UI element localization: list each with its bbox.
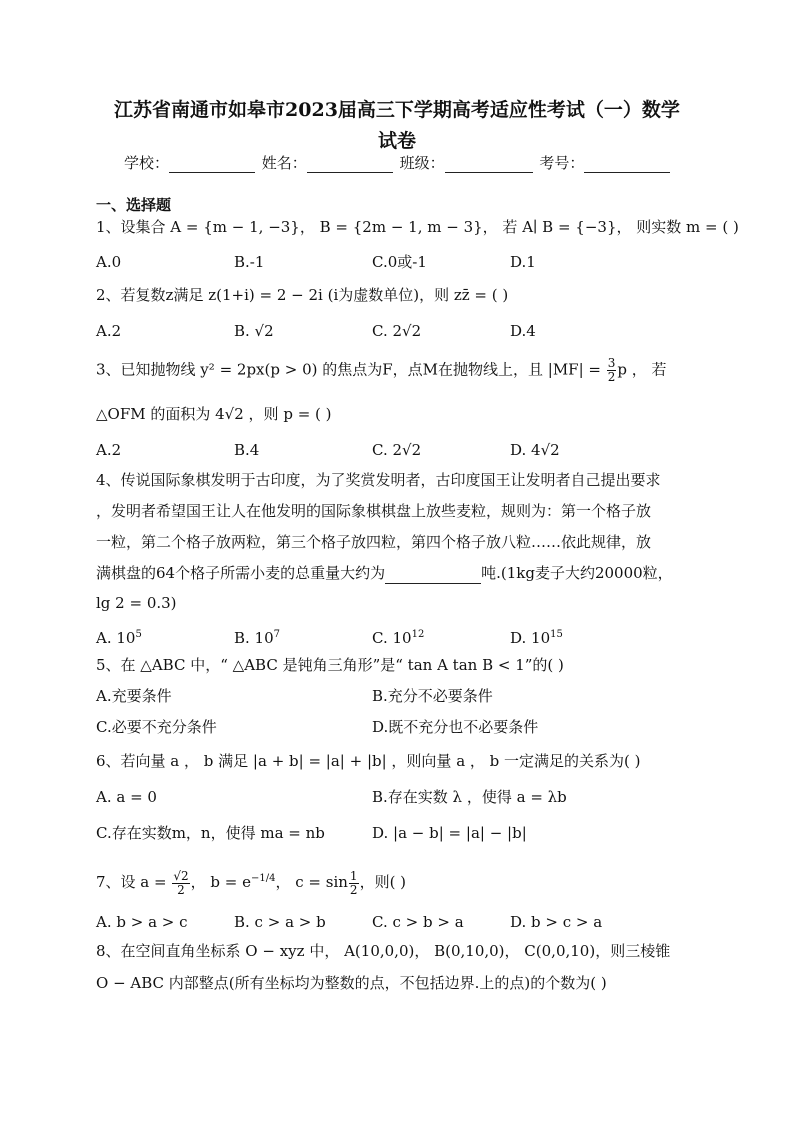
q4-option-c-base: C. 10 [372, 629, 412, 647]
q6-option-c[interactable]: C.存在实数m，n，使得 ma = nb [96, 824, 325, 842]
q7-stem-part-a: 7、设 a = [96, 873, 172, 891]
question-2-stem: 2、若复数z满足 z(1+i) = 2 − 2i (i为虚数单位)，则 zz̄ = ( ) [96, 286, 509, 304]
q7-stem-part-c: ， c = sin [275, 873, 348, 891]
q3-option-d[interactable]: D. 4√2 [510, 441, 560, 459]
question-5-stem: 5、在 △ABC 中，“ △ABC 是钝角三角形”是“ tan A tan B < 1”的( ) [96, 656, 564, 674]
q1-option-b[interactable]: B.-1 [234, 253, 265, 271]
question-3-stem-line2: △OFM 的面积为 4√2 ，则 p = ( ) [96, 405, 332, 423]
q1-option-d[interactable]: D.1 [510, 253, 536, 271]
q7-b-exponent: −1/4 [251, 873, 276, 884]
q7-a-numerator: √2 [173, 868, 189, 883]
q7-c-fraction [349, 870, 359, 897]
question-4-line1: 4、传说国际象棋发明于古印度，为了奖赏发明者，古印度国王让发明者自己提出要求 [96, 471, 661, 489]
question-1-stem: 1、设集合 A = {m − 1, −3}， B = {2m − 1, m − 3}， 若 A∣ B = {−3}， 则实数 m = ( ) [96, 218, 739, 236]
question-4-line2: ，发明者希望国王让人在他发明的国际象棋棋盘上放些麦粒，规则为：第一个格子放 [96, 502, 652, 520]
question-8-line1: 8、在空间直角坐标系 O − xyz 中， A(10,0,0)， B(0,10,0)， C(0,0,10)，则三棱锥 [96, 942, 671, 960]
q3-stem-part-a: 3、已知抛物线 y² = 2px(p > 0) 的焦点为F，点M在抛物线上，且 |MF| = [96, 360, 606, 379]
exam-title-continued: 试卷 [377, 130, 416, 152]
q4-line4-part-a: 满棋盘的64个格子所需小麦的总重量大约为 [96, 564, 386, 582]
q4-answer-blank[interactable] [385, 567, 481, 584]
q4-option-c[interactable] [372, 624, 424, 649]
q7-option-d[interactable]: D. b > c > a [510, 913, 603, 931]
q4-option-a-exp: 5 [135, 629, 142, 640]
q2-option-d[interactable]: D.4 [510, 322, 536, 340]
class-label: 班级： [399, 154, 445, 172]
q3-option-c[interactable]: C. 2√2 [372, 441, 422, 459]
school-label: 学校： [124, 154, 170, 172]
q7-a-denominator: 2 [177, 882, 185, 897]
q6-option-b[interactable]: B.存在实数 λ ，使得 a = λb [372, 788, 567, 806]
q7-stem-part-b: ， b = e [190, 873, 251, 891]
q4-line4-part-b: 吨.(1kg麦子大约20000粒， [481, 564, 673, 582]
question-4-line3: 一粒，第二个格子放两粒，第三个格子放四粒，第四个格子放八粒……依此规律，放 [96, 533, 652, 551]
q6-option-d[interactable]: D. |a − b| = |a| − |b| [372, 824, 527, 842]
q5-option-d[interactable]: D.既不充分也不必要条件 [372, 718, 539, 736]
q3-frac-denominator: 2 [607, 370, 616, 384]
class-blank[interactable] [445, 156, 533, 173]
question-4-line4 [96, 562, 673, 584]
question-4-line5: lg 2 = 0.3) [96, 594, 177, 612]
q4-option-b-exp: 7 [273, 629, 281, 640]
question-6-stem: 6、若向量 a ， b 满足 |a + b| = |a| + |b| ，则向量 a ， b 一定满足的关系为( ) [96, 752, 641, 770]
q5-option-a[interactable]: A.充要条件 [96, 687, 172, 705]
q4-option-b-base: B. 10 [234, 629, 274, 647]
q7-c-numerator: 1 [349, 868, 358, 883]
q7-stem-part-d: ，则( ) [359, 873, 407, 891]
q4-option-d-exp: 15 [550, 629, 563, 640]
q4-option-d[interactable] [510, 624, 563, 649]
q2-option-a[interactable]: A.2 [96, 322, 122, 340]
q4-option-d-base: D. 10 [510, 629, 551, 647]
exam-title: 江苏省南通市如皋市2023届高三下学期高考适应性考试（一）数学 [114, 99, 680, 121]
student-info-row [124, 152, 672, 173]
school-blank[interactable] [169, 156, 255, 173]
q1-option-c[interactable]: C.0或-1 [372, 253, 427, 271]
q3-option-a[interactable]: A.2 [96, 441, 122, 459]
q4-option-b[interactable] [234, 624, 280, 649]
question-3-stem [96, 357, 667, 384]
q7-option-a[interactable]: A. b > a > c [96, 913, 188, 931]
q3-stem-part-b: p ， 若 [617, 360, 667, 379]
q4-option-a-base: A. 10 [96, 629, 136, 647]
q3-option-b[interactable]: B.4 [234, 441, 260, 459]
q6-option-a[interactable]: A. a = 0 [96, 788, 157, 806]
q4-option-a[interactable] [96, 624, 142, 649]
number-label: 考号： [539, 154, 585, 172]
q7-c-denominator: 2 [349, 882, 358, 897]
q7-option-b[interactable]: B. c > a > b [234, 913, 326, 931]
q1-option-a[interactable]: A.0 [96, 253, 122, 271]
section-heading: 一、选择题 [96, 196, 172, 214]
q2-option-c[interactable]: C. 2√2 [372, 322, 422, 340]
name-blank[interactable] [307, 156, 393, 173]
question-7-stem [96, 868, 406, 897]
number-blank[interactable] [584, 156, 670, 173]
q5-option-c[interactable]: C.必要不充分条件 [96, 718, 217, 736]
q7-option-c[interactable]: C. c > b > a [372, 913, 464, 931]
name-label: 姓名： [261, 154, 307, 172]
q2-option-b[interactable]: B. √2 [234, 322, 274, 340]
q3-frac-numerator: 3 [607, 356, 616, 370]
q5-option-b[interactable]: B.充分不必要条件 [372, 687, 493, 705]
q7-a-fraction [172, 870, 189, 897]
q3-fraction [607, 357, 617, 384]
q4-option-c-exp: 12 [411, 629, 425, 640]
question-8-line2: O − ABC 内部整点(所有坐标均为整数的点，不包括边界.上的点)的个数为( ) [96, 974, 607, 992]
